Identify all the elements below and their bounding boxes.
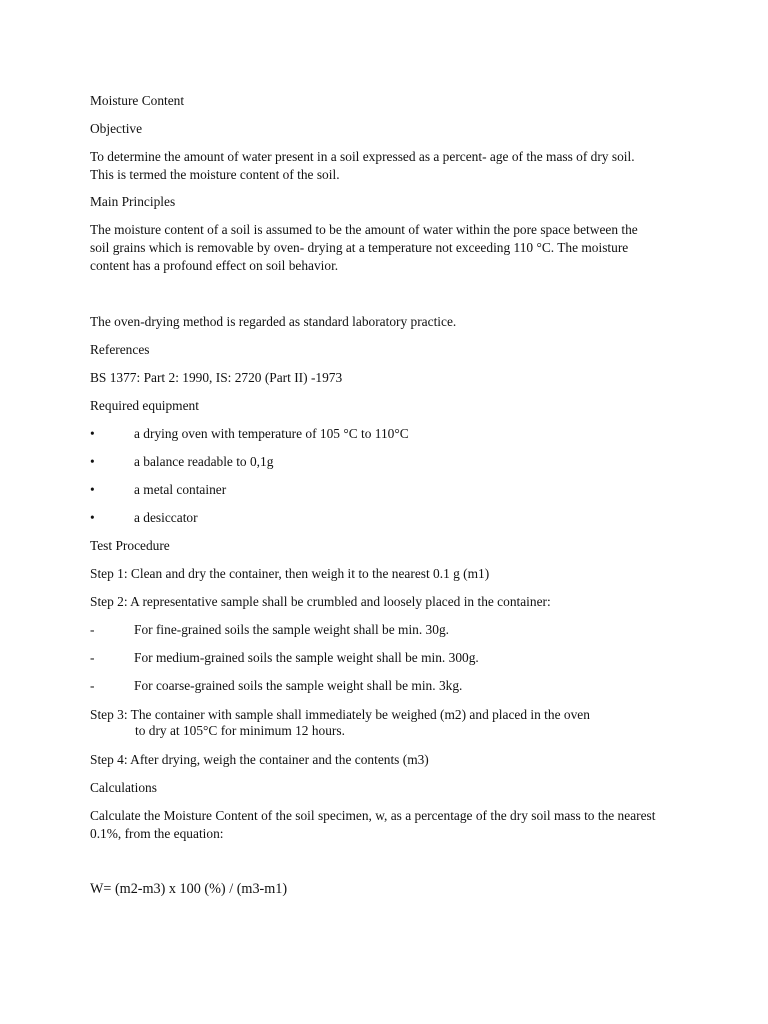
sample-weight-item: For fine-grained soils the sample weight shall be min. 30g.	[134, 622, 449, 637]
bullet-marker: •	[90, 482, 95, 497]
equipment-item: a drying oven with temperature of 105 °C to 110°C	[134, 426, 409, 441]
sample-weight-item: For medium-grained soils the sample weight shall be min. 300g.	[134, 650, 479, 665]
equipment-item: a desiccator	[134, 510, 198, 525]
procedure-step-1: Step 1: Clean and dry the container, then weigh it to the nearest 0.1 g (m1)	[90, 566, 490, 581]
moisture-formula: W= (m2-m3) x 100 (%) / (m3-m1)	[90, 881, 288, 897]
sample-weight-item: For coarse-grained soils the sample weight shall be min. 3kg.	[134, 678, 463, 693]
equipment-item: a metal container	[134, 482, 227, 497]
bullet-marker: •	[90, 426, 95, 441]
page-title: Moisture Content	[90, 93, 185, 108]
objective-heading: Objective	[90, 121, 143, 136]
dash-marker: -	[90, 678, 95, 693]
procedure-step-4: Step 4: After drying, weigh the container and the contents (m3)	[90, 752, 429, 767]
calculations-heading: Calculations	[90, 780, 157, 795]
oven-drying-note: The oven-drying method is regarded as standard laboratory practice.	[90, 314, 457, 329]
objective-line-2: This is termed the moisture content of the soil.	[90, 167, 340, 182]
calculations-line-2: 0.1%, from the equation:	[90, 826, 224, 841]
procedure-step-3-line-2: to dry at 105°C for minimum 12 hours.	[135, 723, 345, 738]
procedure-step-2: Step 2: A representative sample shall be crumbled and loosely placed in the container:	[90, 594, 551, 609]
references-text: BS 1377: Part 2: 1990, IS: 2720 (Part II) -1973	[90, 370, 343, 385]
dash-marker: -	[90, 650, 95, 665]
principles-line-1: The moisture content of a soil is assumed to be the amount of water within the pore space between the	[90, 222, 638, 237]
references-heading: References	[90, 342, 150, 357]
calculations-line-1: Calculate the Moisture Content of the soil specimen, w, as a percentage of the dry soil mass to the nearest	[90, 808, 656, 823]
equipment-item: a balance readable to 0,1g	[134, 454, 274, 469]
bullet-marker: •	[90, 510, 95, 525]
principles-line-3: content has a profound effect on soil behavior.	[90, 258, 339, 273]
dash-marker: -	[90, 622, 95, 637]
procedure-heading: Test Procedure	[90, 538, 170, 553]
procedure-step-3-line-1: Step 3: The container with sample shall immediately be weighed (m2) and placed in the oven	[90, 707, 590, 722]
equipment-heading: Required equipment	[90, 398, 199, 413]
principles-line-2: soil grains which is removable by oven- drying at a temperature not exceeding 110 °C. The moisture	[90, 240, 629, 255]
bullet-marker: •	[90, 454, 95, 469]
principles-heading: Main Principles	[90, 194, 176, 209]
objective-line-1: To determine the amount of water present in a soil expressed as a percent- age of the mass of dry soil.	[90, 149, 635, 164]
